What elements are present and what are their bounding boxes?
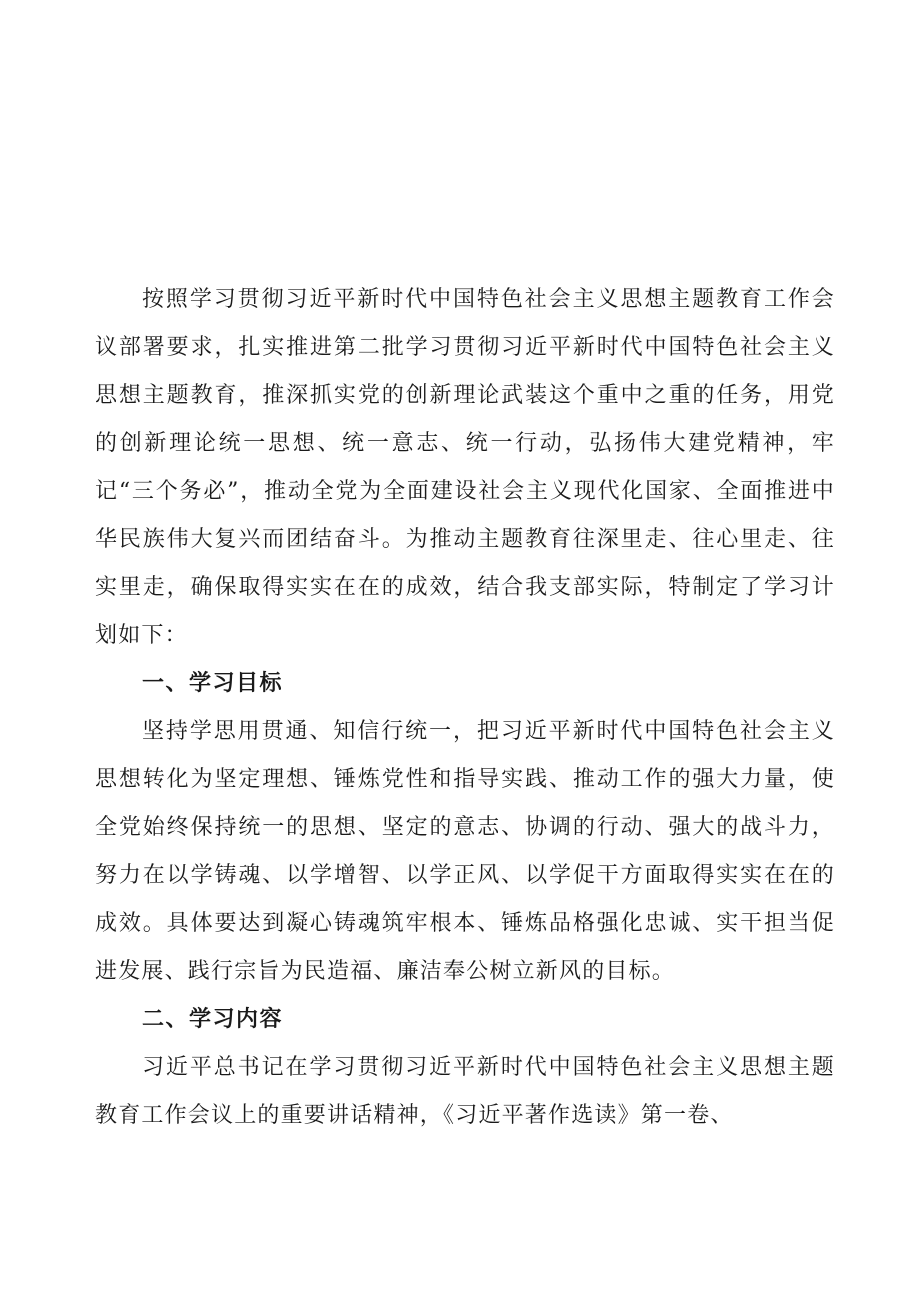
- intro-paragraph: 按照学习贯彻习近平新时代中国特色社会主义思想主题教育工作会议部署要求，扎实推进第二批学习贯彻习近平新时代中国特色社会主义思想主题教育，推深抓实党的创新理论武装这个重中之重的任务，用党的创新理论统一思想、统一意志、统一行动，弘扬伟大建党精神，牢记“三个务必”，推动全党为全面建设社会主义现代化国家、全面推进中华民族伟大复兴而团结奋斗。为推动主题教育往深里走、往心里走、往实里走，确保取得实实在在的成效，结合我支部实际，特制定了学习计划如下：: [95, 287, 835, 648]
- learning-content-paragraph: 习近平总书记在学习贯彻习近平新时代中国特色社会主义思想主题教育工作会议上的重要讲话精神，《习近平著作选读》第一卷、: [95, 1055, 835, 1128]
- section-heading-learning-goals: 一、学习目标: [142, 671, 284, 696]
- document-body: [95, 276, 835, 1140]
- section-heading-learning-content: 二、学习内容: [142, 1007, 284, 1032]
- learning-goals-paragraph: 坚持学思用贯通、知信行统一，把习近平新时代中国特色社会主义思想转化为坚定理想、锤炼党性和指导实践、推动工作的强大力量，使全党始终保持统一的思想、坚定的意志、协调的行动、强大的战斗力，努力在以学铸魂、以学增智、以学正风、以学促干方面取得实实在在的成效。具体要达到凝心铸魂筑牢根本、锤炼品格强化忠诚、实干担当促进发展、践行宗旨为民造福、廉洁奉公树立新风的目标。: [95, 719, 835, 984]
